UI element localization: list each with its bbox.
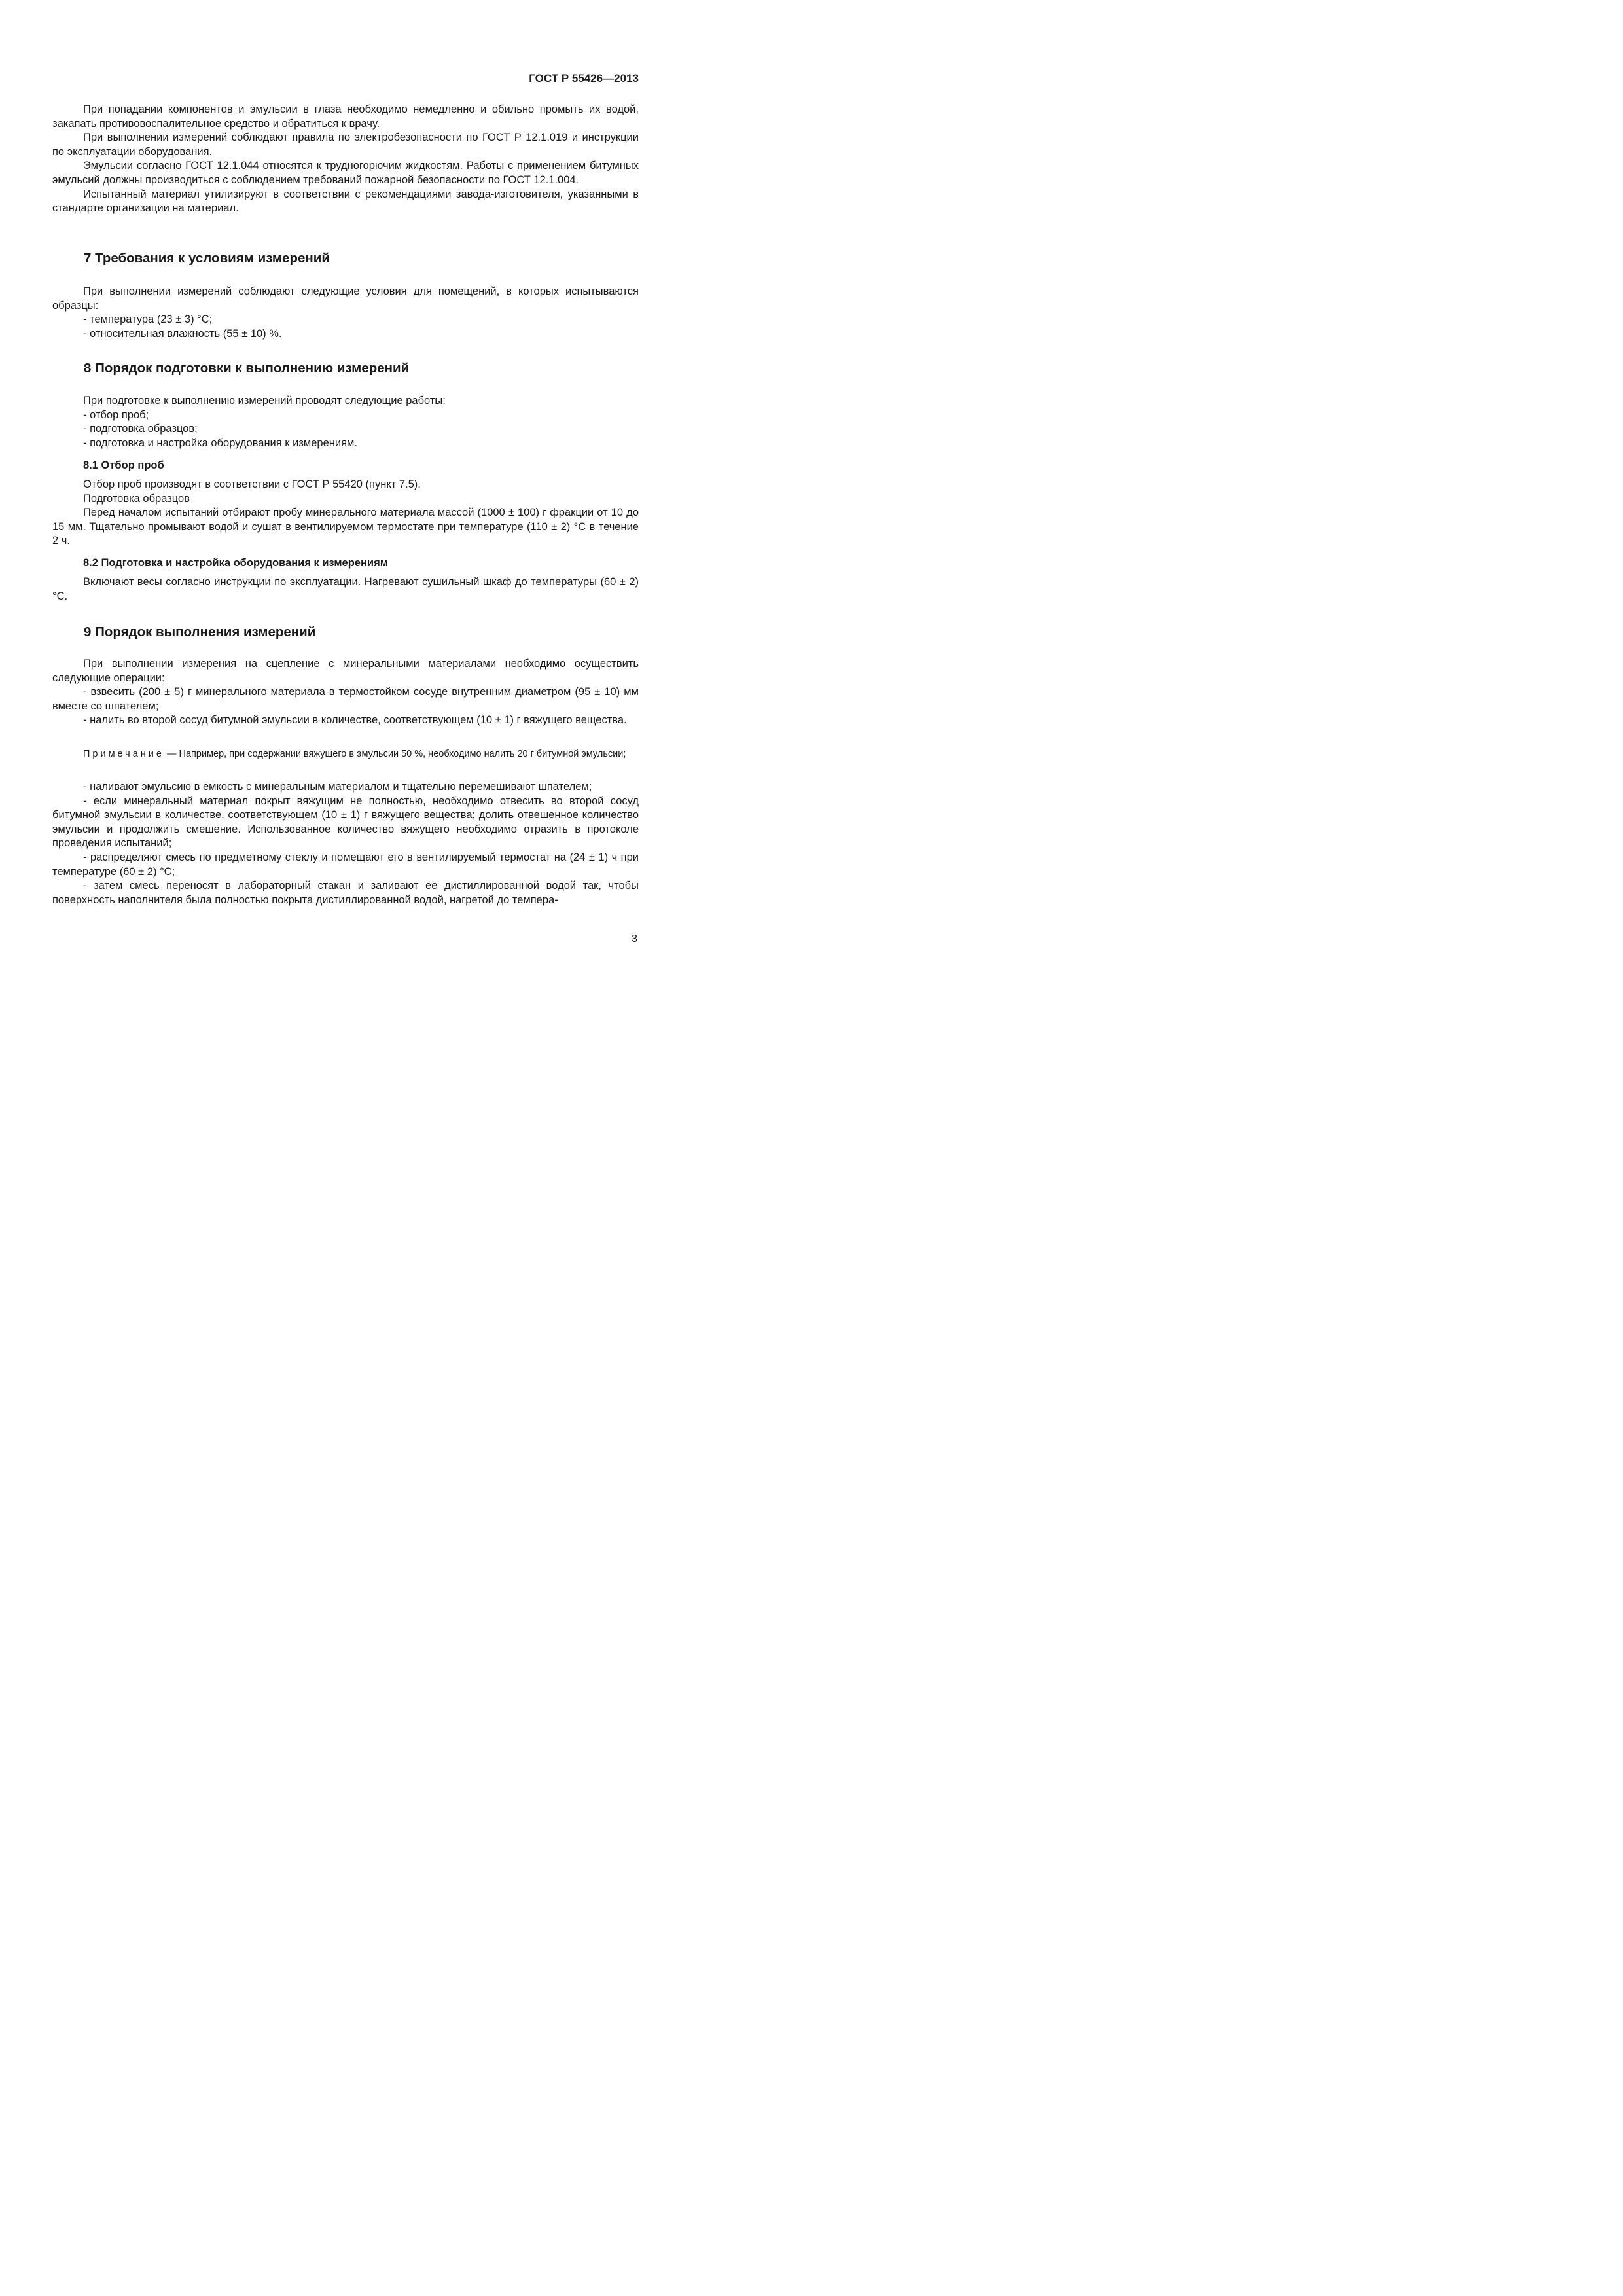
list-item: - если минеральный материал покрыт вяжущим не полностью, необходимо отвесить во второй сосуд битумной эмульсии в количестве, соответствующем (10 ± 1) г вяжущего вещества; долить отвешенное количество эмульсии и продолжить смешение. Использованное количество вяжущего необходимо отразить в протоколе проведения испытаний;	[52, 795, 639, 850]
page-number: 3	[632, 933, 637, 944]
paragraph: Подготовка образцов	[83, 492, 190, 505]
note	[52, 747, 639, 762]
section-8-body	[52, 394, 639, 450]
paragraph: Включают весы согласно инструкции по эксплуатации. Нагревают сушильный шкаф до температуры (60 ± 2) °C.	[52, 576, 639, 602]
paragraph: При выполнении измерений соблюдают следующие условия для помещений, в которых испытываются образцы:	[52, 285, 639, 312]
list-item: - относительная влажность (55 ± 10) %.	[83, 327, 282, 340]
paragraph: При выполнении измерений соблюдают правила по электробезопасности по ГОСТ Р 12.1.019 и инструкции по эксплуатации оборудования.	[52, 132, 639, 158]
list-item: - подготовка и настройка оборудования к измерениям.	[83, 437, 357, 449]
paragraph: Испытанный материал утилизируют в соответствии с рекомендациями завода-изготовителя, указанными в стандарте организации на материал.	[52, 188, 639, 215]
safety-block	[52, 103, 639, 216]
list-item: - распределяют смесь по предметному стеклу и помещают его в вентилируемый термостат на (24 ± 1) ч при температуре (60 ± 2) °C;	[52, 851, 639, 878]
list-item: - наливают эмульсию в емкость с минеральным материалом и тщательно перемешивают шпателем;	[83, 781, 592, 793]
list-item: - отбор проб;	[83, 408, 149, 421]
note-text: — Например, при содержании вяжущего в эмульсии 50 %, необходимо налить 20 г битумной эмульсии;	[164, 749, 626, 759]
list-item: - взвесить (200 ± 5) г минерального материала в термостойком сосуде внутренним диаметром (95 ± 10) мм вместе со шпателем;	[52, 686, 639, 712]
paragraph: При попадании компонентов и эмульсии в глаза необходимо немедленно и обильно промыть их водой, закапать противовоспалительное средство и обратиться к врачу.	[52, 103, 639, 130]
section-7-heading: 7 Требования к условиям измерений	[84, 251, 330, 266]
paragraph: При подготовке к выполнению измерений проводят следующие работы:	[83, 395, 446, 406]
paragraph: При выполнении измерения на сцепление с минеральными материалами необходимо осуществить следующие операции:	[52, 658, 639, 684]
list-item: - температура (23 ± 3) °C;	[83, 314, 213, 326]
section-8-1-body	[52, 478, 639, 548]
document-code: ГОСТ Р 55426—2013	[529, 72, 639, 84]
section-8-heading: 8 Порядок подготовки к выполнению измерений	[84, 361, 410, 376]
paragraph: Отбор проб производят в соответствии с ГОСТ Р 55420 (пункт 7.5).	[83, 478, 421, 490]
list-item: - затем смесь переносят в лабораторный стакан и заливают ее дистиллированной водой так, чтобы поверхность наполнителя была полностью покрыта дистиллированной водой, нагретой до темпера-	[52, 880, 639, 906]
section-8-1-heading: 8.1 Отбор проб	[83, 459, 164, 471]
paragraph: Перед началом испытаний отбирают пробу минерального материала массой (1000 ± 100) г фракции от 10 до 15 мм. Тщательно промывают водой и сушат в вентилируемом термостате при температуре (110 ± 2) °C в течение 2 ч.	[52, 507, 639, 547]
section-8-2-heading: 8.2 Подготовка и настройка оборудования к измерениям	[83, 557, 388, 569]
section-8-2-body	[52, 575, 639, 603]
section-7-body	[52, 285, 639, 341]
paragraph: Эмульсии согласно ГОСТ 12.1.044 относятся к трудногорючим жидкостям. Работы с применением битумных эмульсий должны производиться с соблюдением требований пожарной безопасности по ГОСТ 12.1.004.	[52, 160, 639, 186]
section-9-heading: 9 Порядок выполнения измерений	[84, 624, 316, 639]
list-item: - налить во второй сосуд битумной эмульсии в количестве, соответствующем (10 ± 1) г вяжущего вещества.	[83, 714, 627, 726]
list-item: - подготовка образцов;	[83, 423, 198, 435]
section-9-steps	[52, 780, 639, 907]
note-block	[52, 747, 639, 762]
note-label: Примечание	[83, 749, 164, 759]
section-9-body	[52, 657, 639, 728]
